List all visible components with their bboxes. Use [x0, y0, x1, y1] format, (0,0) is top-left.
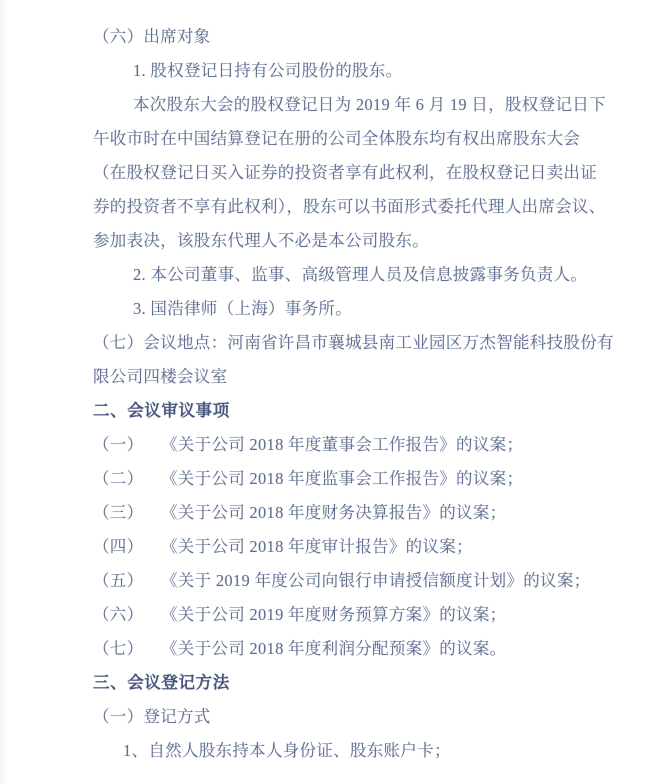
doc-line: 1、自然人股东持本人身份证、股东账户卡； [123, 741, 451, 760]
agenda-item-number: （二） [93, 469, 144, 488]
agenda-item [93, 530, 660, 564]
agenda-item [93, 564, 660, 598]
agenda-item-number: （一） [93, 435, 144, 454]
agenda-item [93, 496, 660, 530]
agenda-item-number: （六） [93, 605, 144, 624]
doc-line: 2. 本公司董事、监事、高级管理人员及信息披露事务负责人。 [133, 265, 588, 284]
agenda-item-number: （七） [93, 639, 144, 658]
doc-line: 3. 国浩律师（上海）事务所。 [133, 299, 352, 318]
agenda-item [93, 462, 660, 496]
agenda-item [93, 598, 660, 632]
doc-line: 参加表决，该股东代理人不必是本公司股东。 [93, 231, 429, 250]
doc-line: （在股权登记日买入证券的投资者享有此权利，在股权登记日卖出证 [93, 163, 597, 182]
agenda-item-number: （三） [93, 503, 144, 522]
agenda-item-text: 《关于公司 2019 年度财务预算方案》的议案； [161, 605, 507, 624]
section-heading-registration: 三、会议登记方法 [93, 674, 230, 692]
agenda-item-text: 《关于公司 2018 年度财务决算报告》的议案； [161, 503, 507, 522]
doc-line: 券的投资者不享有此权利），股东可以书面形式委托代理人出席会议、 [93, 197, 606, 216]
meeting-location-line: 限公司四楼会议室 [93, 367, 228, 386]
agenda-item [93, 428, 660, 462]
doc-line: 本次股东大会的股权登记日为 2019 年 6 月 19 日，股权登记日下 [133, 95, 606, 114]
agenda-item-text: 《关于公司 2018 年度利润分配预案》的议案。 [161, 639, 507, 658]
agenda-item-text: 《关于公司 2018 年度监事会工作报告》的议案； [161, 469, 524, 488]
doc-line: 午收市时在中国结算登记在册的公司全体股东均有权出席股东大会 [93, 129, 581, 148]
agenda-item [93, 632, 660, 666]
agenda-item-number: （五） [93, 571, 144, 590]
registration-method-title: （一）登记方式 [93, 707, 211, 726]
agenda-item-text: 《关于公司 2018 年度董事会工作报告》的议案； [161, 435, 524, 454]
doc-line: 1. 股权登记日持有公司股份的股东。 [133, 61, 403, 80]
meeting-location-line: （七）会议地点：河南省许昌市襄城县南工业园区万杰智能科技股份有 [93, 333, 614, 352]
agenda-item-number: （四） [93, 537, 144, 556]
attendees-section-title: （六）出席对象 [93, 27, 211, 46]
agenda-item-text: 《关于 2019 年度公司向银行申请授信额度计划》的议案； [161, 571, 591, 590]
agenda-item-text: 《关于公司 2018 年度审计报告》的议案； [161, 537, 473, 556]
section-heading-agenda: 二、会议审议事项 [93, 402, 230, 420]
